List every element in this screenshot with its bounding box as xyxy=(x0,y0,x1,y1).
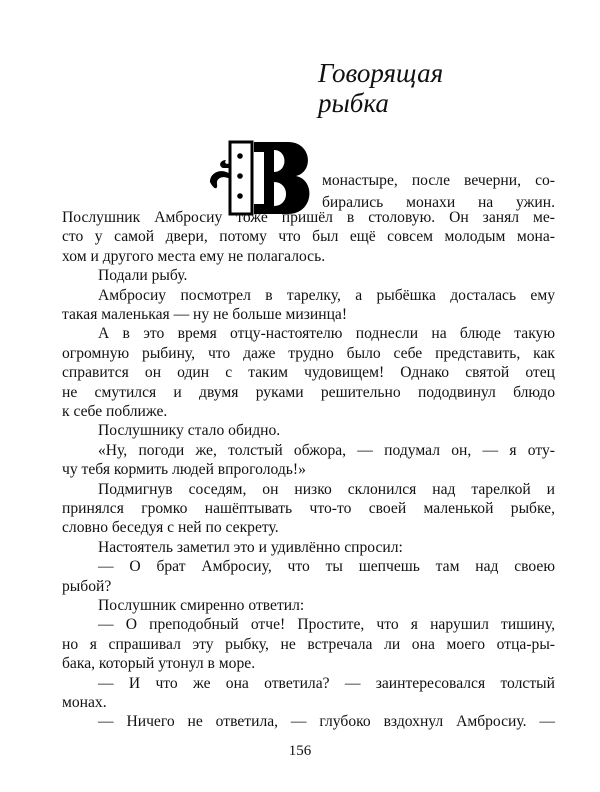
text-line: «Ну, погоди же, толстый обжора, — подумал он, — я оту- xyxy=(98,441,555,459)
text-line: не смутился и двумя руками решительно пододвинул блюдо xyxy=(62,383,555,401)
text-line: к себе поближе. xyxy=(62,403,168,420)
text-line: сто у самой двери, потому что был ещё совсем молодым мона- xyxy=(62,228,555,246)
text-line: Амбросиу посмотрел в тарелку, а рыбёшка досталась ему xyxy=(98,286,555,304)
text-line: бирались монахи на ужин. xyxy=(322,194,555,211)
text-line: Настоятель заметил это и удивлённо спросил: xyxy=(98,538,403,556)
text-line: — И что же она ответила? — заинтересовался толстый xyxy=(98,674,555,692)
text-line: но я спрашивал эту рыбку, не встречала ли она моего отца-ры- xyxy=(62,635,555,653)
text-line: огромную рыбину, что даже трудно было себе представить, как xyxy=(62,344,555,362)
text-line: справится он один с таким чудовищем! Однако святой отец xyxy=(62,364,555,382)
text-line: монастыре, после вечерни, со- xyxy=(322,172,555,189)
page-number: 156 xyxy=(288,743,312,759)
text-line: — Ничего не ответила, — глубоко вздохнул Амбросиу. — xyxy=(98,713,555,731)
text-line: — О преподобный отче! Простите, что я нарушил тишину, xyxy=(98,616,555,634)
text-line: — О брат Амбросиу, что ты шепчешь там над своею xyxy=(98,558,555,576)
text-line: Подмигнув соседям, он низко склонился над тарелкой и xyxy=(98,480,555,498)
story-title-line2: рыбка xyxy=(318,88,389,118)
drop-cap-letter-illustration xyxy=(208,132,318,218)
text-line: Послушнику стало обидно. xyxy=(98,422,281,440)
text-line: Подали рыбу. xyxy=(98,267,188,285)
text-line: А в это время отцу-настоятелю поднесли на блюде такую xyxy=(98,325,555,343)
text-line: Послушник Амбросиу тоже пришёл в столовую. Он занял ме- xyxy=(62,209,555,226)
text-line: принялся громко нашёптывать что-то своей маленькой рыбке, xyxy=(62,500,555,517)
text-line: такая маленькая — ну не больше мизинца! xyxy=(62,306,348,323)
text-line: чу тебя кормить людей впроголодь!» xyxy=(62,461,306,479)
text-line: рыбой? xyxy=(62,577,112,595)
text-line: хом и другого места ему не полагалось. xyxy=(62,247,326,265)
story-title-line1: Говорящая xyxy=(318,58,444,88)
text-line: монах. xyxy=(62,694,107,711)
text-line: словно беседуя с ней по секрету. xyxy=(62,519,279,537)
text-line: бака, который утонул в море. xyxy=(62,655,256,673)
text-line: Послушник смиренно ответил: xyxy=(98,597,305,614)
